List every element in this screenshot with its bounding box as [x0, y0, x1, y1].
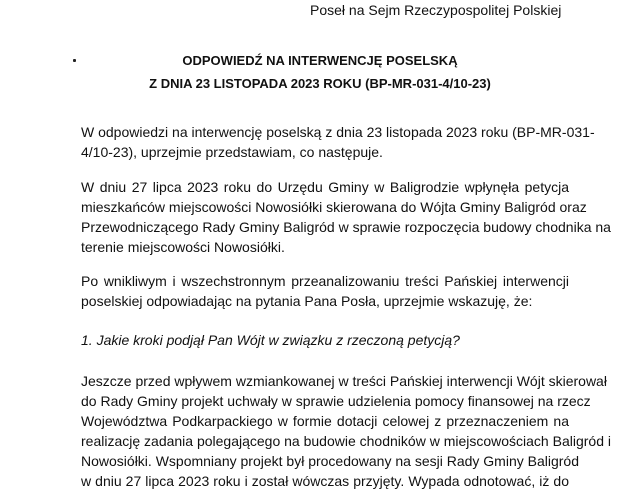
paragraph-1-line-2: 4/10-23), uprzejmie przedstawiam, co następuje.: [81, 144, 383, 160]
document-title-line-1: ODPOWIEDŹ NA INTERWENCJĘ POSELSKĄ: [182, 53, 458, 68]
author-line: Poseł na Sejm Rzeczypospolitej Polskiej: [310, 2, 562, 18]
paragraph-4-line-5: Nowosiółki. Wspomniany projekt był procedowany na sesji Rady Gminy Baligród: [81, 453, 579, 469]
paragraph-2-line-1: W dniu 27 lipca 2023 roku do Urzędu Gminy w Baligrodzie wpłynęła petycja: [81, 179, 569, 195]
paragraph-2-line-4: terenie miejscowości Nowosiółki.: [81, 239, 285, 255]
paragraph-4-line-2: do Rady Gminy projekt uchwały w sprawie udzielenia pomocy finansowej na rzecz: [81, 393, 591, 409]
paragraph-1-line-1: W odpowiedzi na interwencję poselską z dnia 23 listopada 2023 roku (BP-MR-031-: [81, 124, 595, 140]
paragraph-2-line-3: Przewodniczącego Rady Gminy Baligród w sprawie rozpoczęcia budowy chodnika na: [81, 219, 611, 235]
paragraph-4-line-4: realizację zadania polegającego na budowie chodników w miejscowościach Baligród i: [81, 433, 611, 449]
paragraph-4-line-6: w dniu 27 lipca 2023 roku i został wówczas przyjęty. Wypada odnotować, iż do: [81, 473, 569, 489]
paragraph-4-line-3: Województwa Podkarpackiego w formie dotacji celowej z przeznaczeniem na: [81, 413, 569, 429]
paragraph-2-line-2: mieszkańców miejscowości Nowosiółki skierowana do Wójta Gminy Baligród oraz: [81, 199, 587, 215]
paragraph-3-line-2: poselskiej odpowiadając na pytania Pana Posła, uprzejmie wskazuję, że:: [81, 293, 533, 309]
paragraph-4-line-1: Jeszcze przed wpływem wzmiankowanej w treści Pańskiej interwencji Wójt skierował: [81, 373, 607, 389]
question-1: 1. Jakie kroki podjął Pan Wójt w związku z rzeczoną petycją?: [81, 332, 460, 348]
document-title-line-2: Z DNIA 23 LISTOPADA 2023 ROKU (BP-MR-031-4/10-23): [149, 76, 491, 91]
paragraph-3-line-1: Po wnikliwym i wszechstronnym przeanalizowaniu treści Pańskiej interwencji: [81, 273, 569, 289]
